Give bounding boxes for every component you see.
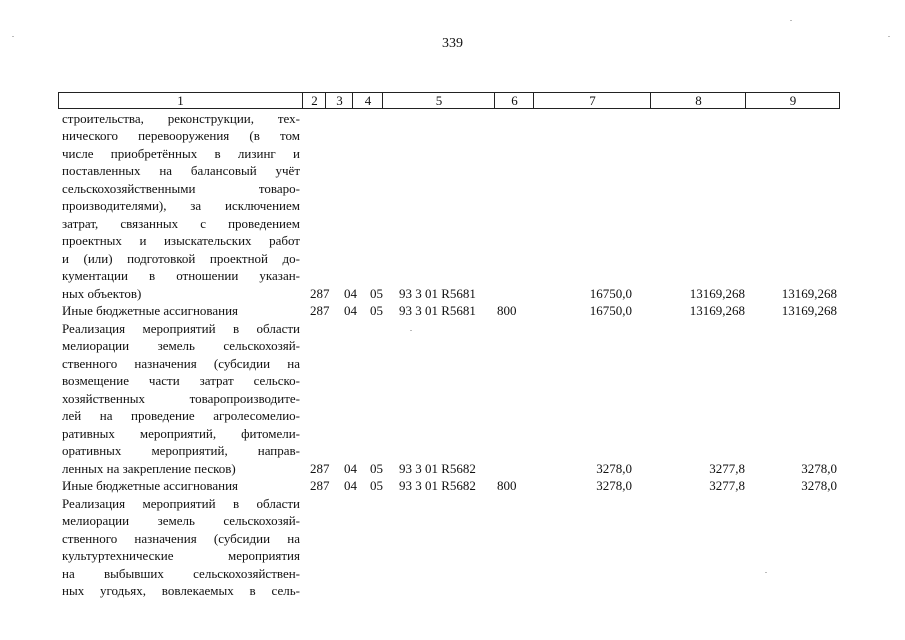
row-label: Иные бюджетные ассигнования	[62, 303, 239, 318]
scan-speck	[888, 36, 890, 37]
cell-code-4: 05	[370, 478, 383, 493]
description-line: хозяйственных товаропроизводите-	[62, 391, 300, 406]
cell-value-9: 13169,268	[781, 286, 837, 301]
cell-value-8: 3277,8	[709, 478, 745, 493]
description-line: ственного назначения (субсидии на	[62, 356, 300, 371]
cell-code-4: 05	[370, 286, 383, 301]
header-cell-2: 2	[302, 93, 326, 108]
description-line: строительства, реконструкции, тех-	[62, 111, 300, 126]
description-line: Реализация мероприятий в области	[62, 496, 300, 511]
scan-speck	[12, 36, 14, 37]
cell-code-5: 93 3 01 R5682	[399, 478, 476, 493]
description-line: затрат, связанных с проведением	[62, 216, 300, 231]
header-cell-4: 4	[352, 93, 383, 108]
cell-code-5: 93 3 01 R5681	[399, 286, 476, 301]
cell-value-7: 16750,0	[589, 303, 632, 318]
cell-value-8: 3277,8	[709, 461, 745, 476]
description-line: ленных на закрепление песков)	[62, 461, 236, 476]
header-cell-9: 9	[745, 93, 840, 108]
cell-code-3: 04	[344, 461, 357, 476]
description-line: оративных мероприятий, направ-	[62, 443, 300, 458]
cell-code-2: 287	[310, 286, 330, 301]
description-line: ративных мероприятий, фитомели-	[62, 426, 300, 441]
description-line: числе приобретённых в лизинг и	[62, 146, 300, 161]
header-cell-7: 7	[533, 93, 651, 108]
cell-code-2: 287	[310, 478, 330, 493]
description-line: кументации в отношении указан-	[62, 268, 300, 283]
description-line: мелиорации земель сельскохозяй-	[62, 338, 300, 353]
description-line: культуртехнические мероприятия	[62, 548, 300, 563]
row-label: Иные бюджетные ассигнования	[62, 478, 239, 493]
cell-value-9: 3278,0	[801, 478, 837, 493]
cell-code-5: 93 3 01 R5682	[399, 461, 476, 476]
description-line: Реализация мероприятий в области	[62, 321, 300, 336]
description-line: возмещение части затрат сельско-	[62, 373, 300, 388]
cell-code-4: 05	[370, 303, 383, 318]
cell-code-5: 93 3 01 R5681	[399, 303, 476, 318]
cell-code-2: 287	[310, 303, 330, 318]
description-line: производителями), за исключением	[62, 198, 300, 213]
description-line: ственного назначения (субсидии на	[62, 531, 300, 546]
cell-code-2: 287	[310, 461, 330, 476]
description-line: сельскохозяйственными товаро-	[62, 181, 300, 196]
page-number: 339	[442, 36, 463, 51]
cell-code-3: 04	[344, 478, 357, 493]
cell-value-9: 13169,268	[781, 303, 837, 318]
description-line: лей на проведение агролесомелио-	[62, 408, 300, 423]
cell-code-6: 800	[497, 303, 517, 318]
cell-code-3: 04	[344, 286, 357, 301]
description-line: и (или) подготовкой проектной до-	[62, 251, 300, 266]
cell-value-8: 13169,268	[689, 286, 745, 301]
header-cell-6: 6	[494, 93, 534, 108]
description-line: нического перевооружения (в том	[62, 128, 300, 143]
cell-value-9: 3278,0	[801, 461, 837, 476]
description-line: поставленных на балансовый учёт	[62, 163, 300, 178]
scan-speck	[790, 20, 792, 21]
cell-value-8: 13169,268	[689, 303, 745, 318]
cell-value-7: 3278,0	[596, 478, 632, 493]
description-line: мелиорации земель сельскохозяй-	[62, 513, 300, 528]
header-cell-1: 1	[177, 93, 184, 108]
description-line: проектных и изыскательских работ	[62, 233, 300, 248]
cell-code-4: 05	[370, 461, 383, 476]
description-line: ных угодьях, вовлекаемых в сель-	[62, 583, 300, 598]
header-cell-8: 8	[650, 93, 746, 108]
cell-value-7: 3278,0	[596, 461, 632, 476]
scan-speck	[410, 330, 412, 331]
cell-code-6: 800	[497, 478, 517, 493]
header-cell-3: 3	[325, 93, 353, 108]
table-header-row	[58, 92, 840, 109]
cell-value-7: 16750,0	[589, 286, 632, 301]
scan-speck	[765, 572, 767, 573]
cell-code-3: 04	[344, 303, 357, 318]
description-line: на выбывших сельскохозяйствен-	[62, 566, 300, 581]
header-cell-5: 5	[382, 93, 495, 108]
description-line: ных объектов)	[62, 286, 142, 301]
